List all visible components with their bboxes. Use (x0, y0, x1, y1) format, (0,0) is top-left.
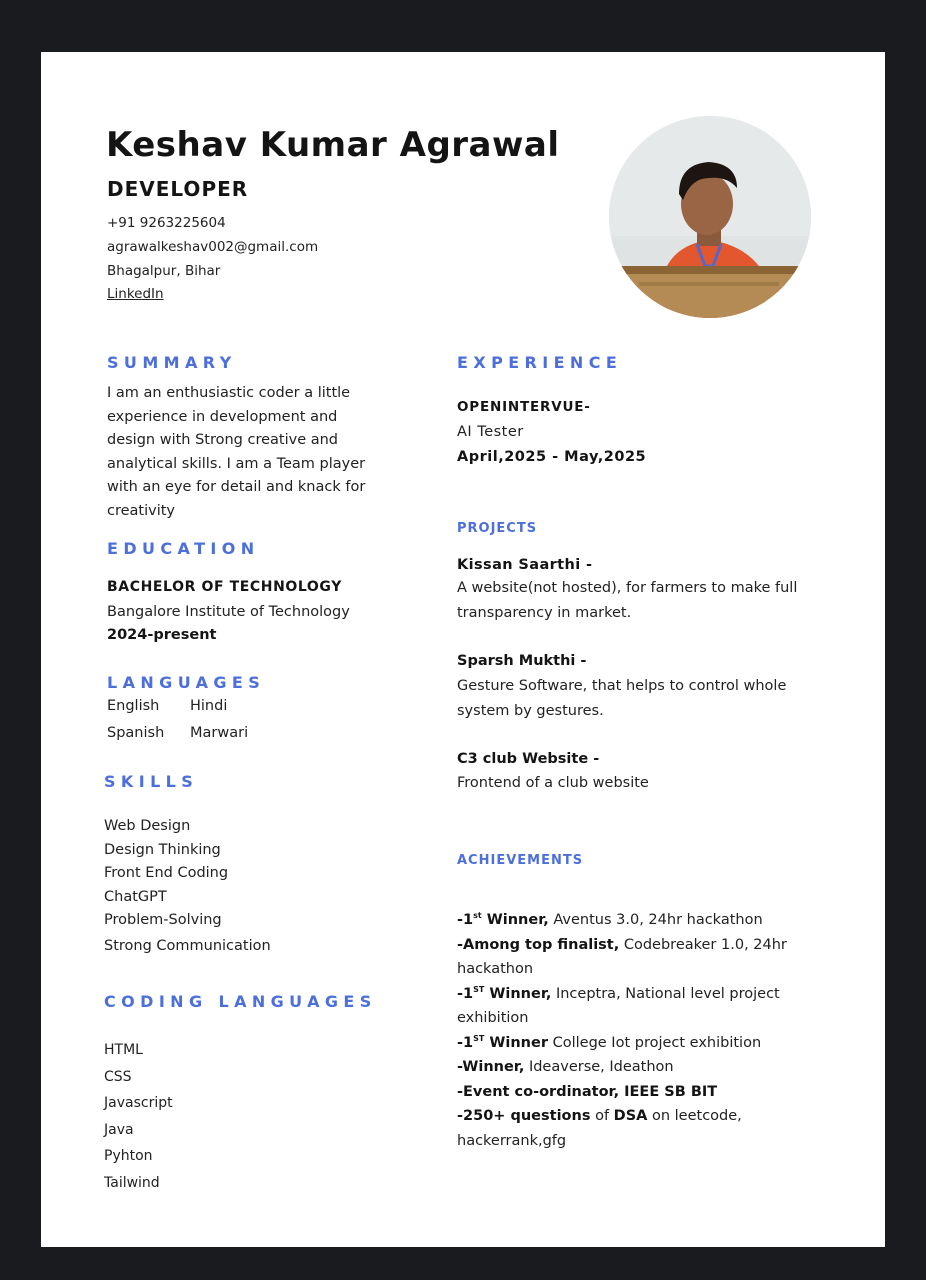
skill-item: Problem-Solving (104, 912, 222, 928)
achievement-item: -1st Winner, Aventus 3.0, 24hr hackathon (457, 911, 763, 928)
skill-item: ChatGPT (104, 889, 167, 905)
language-item: Hindi (190, 698, 228, 714)
coding-language-item: Pyhton (104, 1148, 153, 1164)
profile-photo (609, 116, 811, 318)
phone: +91 9263225604 (107, 215, 226, 231)
education-years: 2024-present (107, 627, 217, 643)
location: Bhagalpur, Bihar (107, 263, 221, 279)
language-item: Marwari (190, 725, 249, 741)
position: AI Tester (457, 424, 524, 440)
email: agrawalkeshav002@gmail.com (107, 239, 319, 255)
coding-language-item: Java (104, 1122, 134, 1138)
summary-title: SUMMARY (107, 353, 237, 372)
language-item: Spanish (107, 725, 165, 741)
project-name: Kissan Saarthi - (457, 557, 593, 573)
resume-page (41, 52, 885, 1247)
projects-title: PROJECTS (457, 521, 538, 536)
achievement-item: -1ST Winner, Inceptra, National level project exhibition (457, 984, 780, 1026)
skill-item: Strong Communication (104, 938, 271, 954)
achievement-item: -250+ questions of DSA on leetcode, hackerrank,gfg (457, 1108, 742, 1149)
skill-item: Web Design (104, 818, 191, 834)
summary-text: I am an enthusiastic coder a little experience in development and design with Strong creative and analytical skills. I am a Team player with an eye for detail and knack for creativity (107, 385, 366, 519)
institute: Bangalore Institute of Technology (107, 604, 350, 620)
languages-title: LANGUAGES (107, 673, 266, 692)
project-desc: Frontend of a club website (457, 775, 649, 791)
project-desc: A website(not hosted), for farmers to make full transparency in market. (457, 580, 798, 621)
candidate-role: DEVELOPER (107, 177, 249, 201)
experience-title: EXPERIENCE (457, 353, 623, 372)
coding-language-item: CSS (104, 1069, 132, 1085)
achievements-list (457, 908, 817, 1153)
coding-language-item: Javascript (104, 1095, 173, 1111)
achievement-item: -Among top finalist, Codebreaker 1.0, 24hr hackathon (457, 936, 787, 977)
company: OPENINTERVUE- (457, 399, 591, 415)
language-item: English (107, 698, 160, 714)
coding-language-item: Tailwind (104, 1175, 160, 1191)
coding-languages-title: CODING LANGUAGES (104, 992, 377, 1011)
project-name: Sparsh Mukthi - (457, 653, 587, 669)
candidate-name: Keshav Kumar Agrawal (106, 125, 560, 165)
profile-photo-image (609, 116, 811, 318)
experience-dates: April,2025 - May,2025 (457, 449, 647, 465)
achievement-item: -1ST Winner College Iot project exhibition (457, 1033, 762, 1051)
coding-language-item: HTML (104, 1042, 143, 1058)
linkedin-link[interactable]: LinkedIn (107, 286, 164, 302)
achievement-item: -Winner, Ideaverse, Ideathon (457, 1059, 674, 1075)
achievements-title: ACHIEVEMENTS (457, 853, 584, 868)
skill-item: Front End Coding (104, 865, 229, 881)
project-name: C3 club Website - (457, 751, 600, 767)
education-title: EDUCATION (107, 539, 260, 558)
skills-title: SKILLS (104, 772, 199, 791)
degree: BACHELOR OF TECHNOLOGY (107, 579, 342, 595)
skill-item: Design Thinking (104, 842, 221, 858)
achievement-item: -Event co-ordinator, IEEE SB BIT (457, 1083, 718, 1100)
project-desc: Gesture Software, that helps to control whole system by gestures. (457, 678, 787, 719)
